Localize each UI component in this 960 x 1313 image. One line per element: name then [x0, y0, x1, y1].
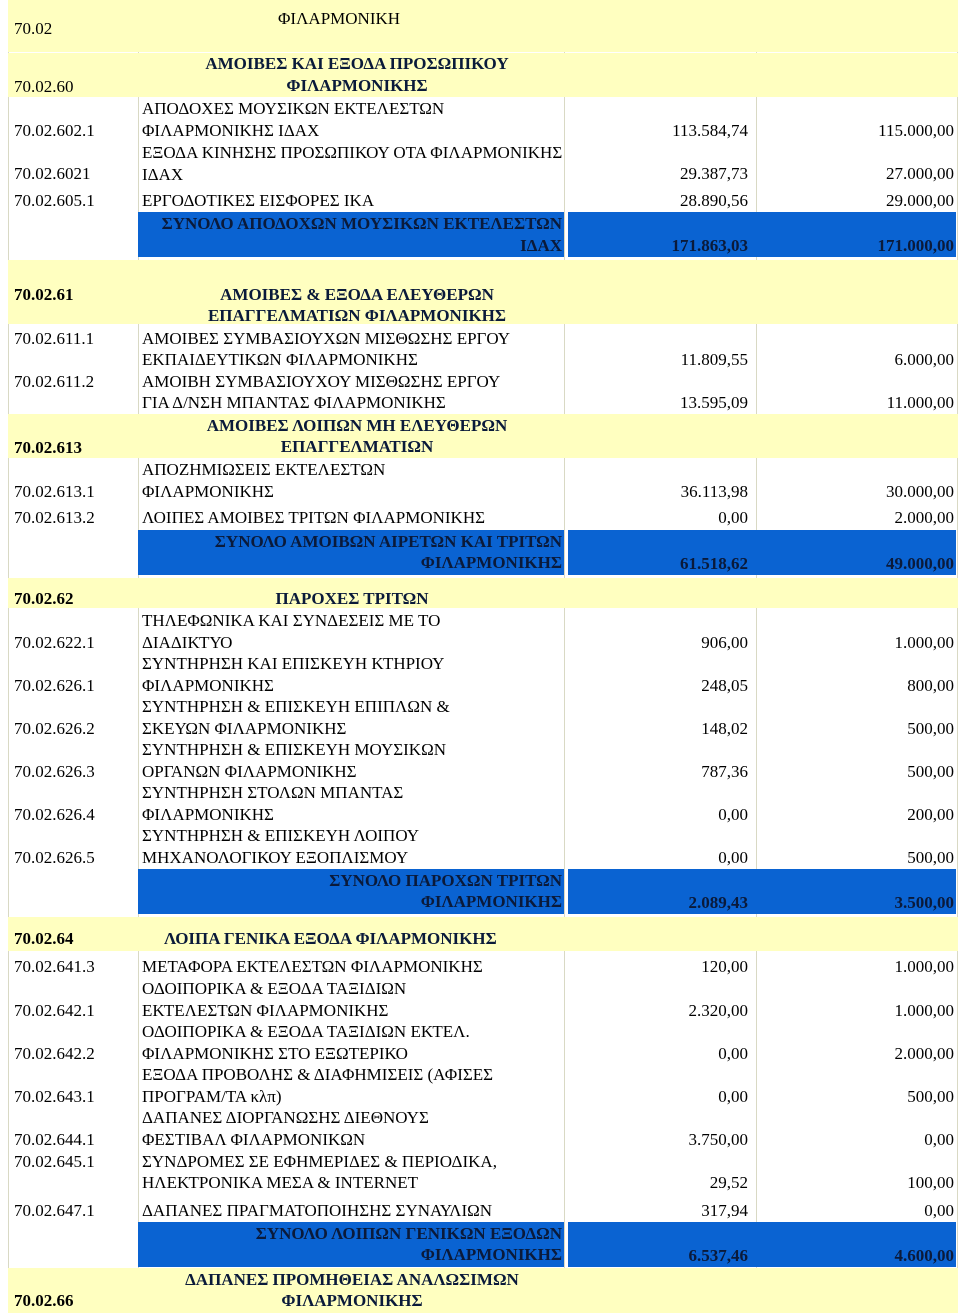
total-row [8, 530, 958, 575]
amount-actual: 120,00 [701, 957, 748, 976]
total-row [8, 869, 958, 914]
amount-budget: 30.000,00 [886, 482, 954, 501]
amount-actual: 0,00 [718, 1087, 748, 1106]
section-header [8, 260, 958, 324]
section-header [8, 414, 958, 458]
section-title: ΑΜΟΙΒΕΣ ΛΟΙΠΩΝ ΜΗ ΕΛΕΥΘΕΡΩΝ [206, 416, 508, 435]
section-header [8, 578, 958, 608]
amount-budget: 1.000,00 [894, 633, 954, 652]
amount-budget: 800,00 [907, 676, 954, 695]
total-budget: 3.500,00 [894, 893, 954, 912]
account-description: ΣΥΝΤΗΡΗΣΗ & ΕΠΙΣΚΕΥΗ ΜΟΥΣΙΚΩΝ ΟΡΓΑΝΩΝ ΦΙΛΑΡΜΟΝΙΚΗΣ [142, 740, 446, 781]
section-title: ΑΜΟΙΒΕΣ ΚΑΙ ΕΞΟΔΑ ΠΡΟΣΩΠΙΚΟΥ ΦΙΛΑΡΜΟΝΙΚΗΣ [205, 54, 509, 95]
amount-budget: 500,00 [907, 1087, 954, 1106]
account-code: 70.02.642.1 [14, 1001, 95, 1020]
account-code: 70.02.605.1 [14, 191, 95, 210]
account-description: ΟΔΟΙΠΟΡΙΚΑ & ΕΞΟΔΑ ΤΑΞΙΔΙΩΝ ΕΚΤΕΛ. ΦΙΛΑΡΜΟΝΙΚΗΣ ΣΤΟ ΕΞΩΤΕΡΙΚΟ [142, 1022, 470, 1063]
table-row [8, 1200, 958, 1222]
account-description: ΣΥΝΤΗΡΗΣΗ & ΕΠΙΣΚΕΥΗ ΕΠΙΠΛΩΝ & ΣΚΕΥΩΝ ΦΙΛΑΡΜΟΝΙΚΗΣ [142, 697, 450, 738]
account-code: 70.02.613.2 [14, 508, 95, 527]
amount-actual: 29.387,73 [680, 164, 748, 183]
table-row [8, 1021, 958, 1065]
account-code: 70.02.613.1 [14, 482, 95, 501]
account-description: ΕΡΓΟΔΟΤΙΚΕΣ ΕΙΣΦΟΡΕΣ ΙΚΑ [142, 191, 375, 210]
section-code: 70.02.61 [14, 285, 74, 304]
account-code: 70.02.647.1 [14, 1201, 95, 1220]
amount-actual: 317,94 [701, 1201, 748, 1220]
account-code: 70.02.645.1 [14, 1152, 95, 1171]
account-code: 70.02.642.2 [14, 1044, 95, 1063]
amount-actual: 148,02 [701, 719, 748, 738]
amount-budget: 1.000,00 [894, 957, 954, 976]
table-row [8, 1151, 958, 1195]
account-code: 70.02.641.3 [14, 957, 95, 976]
section-title: ΕΠΑΓΓΕΛΜΑΤΙΩΝ ΦΙΛΑΡΜΟΝΙΚΗΣ [207, 306, 507, 325]
amount-actual: 248,05 [701, 676, 748, 695]
table-row [8, 1064, 958, 1108]
section-title: ΑΜΟΙΒΕΣ & ΕΞΟΔΑ ΕΛΕΥΘΕΡΩΝ [220, 285, 494, 304]
account-description: ΔΑΠΑΝΕΣ ΠΡΑΓΜΑΤΟΠΟΙΗΣΗΣ ΣΥΝΑΥΛΙΩΝ [142, 1201, 493, 1220]
total-budget: 4.600,00 [894, 1246, 954, 1265]
amount-actual: 29,52 [709, 1173, 748, 1192]
account-code: 70.02.626.4 [14, 805, 95, 824]
account-code: 70.02.643.1 [14, 1087, 95, 1106]
total-actual: 6.537,46 [688, 1246, 748, 1265]
account-description: ΣΥΝΤΗΡΗΣΗ ΣΤΟΛΩΝ ΜΠΑΝΤΑΣ ΦΙΛΑΡΜΟΝΙΚΗΣ [142, 783, 404, 824]
section-code: 70.02 [14, 19, 53, 38]
table-row [8, 371, 958, 415]
account-description: ΕΞΟΔΑ ΚΙΝΗΣΗΣ ΠΡΟΣΩΠΙΚΟΥ ΟΤΑ ΦΙΛΑΡΜΟΝΙΚΗΣ ΙΔΑΧ [142, 143, 563, 184]
account-code: 70.02.626.1 [14, 676, 95, 695]
amount-budget: 1.000,00 [894, 1001, 954, 1020]
total-actual: 2.089,43 [688, 893, 748, 912]
total-actual: 61.518,62 [680, 554, 748, 573]
amount-budget: 200,00 [907, 805, 954, 824]
account-code: 70.02.6021 [14, 164, 91, 183]
table-row [8, 1107, 958, 1151]
section-title: ΠΑΡΟΧΕΣ ΤΡΙΤΩΝ [275, 589, 429, 608]
account-description: ΔΑΠΑΝΕΣ ΔΙΟΡΓΑΝΩΣΗΣ ΔΙΕΘΝΟΥΣ ΦΕΣΤΙΒΑΛ ΦΙΛΑΡΜΟΝΙΚΩΝ [142, 1108, 429, 1149]
account-description: ΑΜΟΙΒΕΣ ΣΥΜΒΑΣΙΟΥΧΩΝ ΜΙΣΘΩΣΗΣ ΕΡΓΟΥ [142, 329, 511, 348]
total-label: ΣΥΝΟΛΟ ΑΠΟΔΟΧΩΝ ΜΟΥΣΙΚΩΝ ΕΚΤΕΛΕΣΤΩΝ ΙΔΑΧ [161, 214, 562, 255]
total-label: ΦΙΛΑΡΜΟΝΙΚΗΣ [420, 1245, 562, 1264]
section-header [8, 1268, 958, 1313]
amount-budget: 2.000,00 [894, 1044, 954, 1063]
section-title: ΔΑΠΑΝΕΣ ΠΡΟΜΗΘΕΙΑΣ ΑΝΑΛΩΣΙΜΩΝ [185, 1270, 519, 1289]
total-budget: 49.000,00 [886, 554, 954, 573]
amount-budget: 6.000,00 [894, 350, 954, 369]
section-code: 70.02.613 [14, 438, 82, 457]
amount-actual: 2.320,00 [688, 1001, 748, 1020]
account-description: ΑΜΟΙΒΗ ΣΥΜΒΑΣΙΟΥΧΟΥ ΜΙΣΘΩΣΗΣ ΕΡΓΟΥ [142, 372, 501, 391]
table-row [8, 696, 958, 740]
amount-actual: 0,00 [718, 1044, 748, 1063]
account-description: ΣΥΝΔΡΟΜΕΣ ΣΕ ΕΦΗΜΕΡΙΔΕΣ & ΠΕΡΙΟΔΙΚΑ, [142, 1152, 497, 1171]
amount-actual: 36.113,98 [680, 482, 748, 501]
account-code: 70.02.644.1 [14, 1130, 95, 1149]
amount-budget: 0,00 [924, 1201, 954, 1220]
account-code: 70.02.602.1 [14, 121, 95, 140]
account-description: ΗΛΕΚΤΡΟΝΙΚΑ ΜΕΣΑ & INTERNET [142, 1173, 418, 1192]
section-title: ΛΟΙΠΑ ΓΕΝΙΚΑ ΕΞΟΔΑ ΦΙΛΑΡΜΟΝΙΚΗΣ [164, 929, 497, 948]
total-row [8, 1222, 958, 1267]
section-header [8, 53, 958, 97]
total-label: ΣΥΝΟΛΟ ΠΑΡΟΧΩΝ ΤΡΙΤΩΝ [329, 871, 562, 890]
section-code: 70.02.66 [14, 1291, 74, 1310]
amount-actual: 787,36 [701, 762, 748, 781]
table-row [8, 825, 958, 869]
table-row [8, 782, 958, 826]
amount-budget: 0,00 [924, 1130, 954, 1149]
total-actual: 171.863,03 [671, 236, 748, 255]
section-header [8, 917, 958, 951]
amount-budget: 11.000,00 [886, 393, 954, 412]
account-code: 70.02.626.2 [14, 719, 95, 738]
amount-budget: 29.000,00 [886, 191, 954, 210]
section-code: 70.02.64 [14, 929, 74, 948]
account-code: 70.02.626.5 [14, 848, 95, 867]
total-label: ΣΥΝΟΛΟ ΛΟΙΠΩΝ ΓΕΝΙΚΩΝ ΕΞΟΔΩΝ [255, 1224, 562, 1243]
account-description: ΕΞΟΔΑ ΠΡΟΒΟΛΗΣ & ΔΙΑΦΗΜΙΣΕΙΣ (ΑΦΙΣΕΣ ΠΡΟΓΡΑΜ/ΤΑ κλπ) [142, 1065, 494, 1106]
section-code: 70.02.60 [14, 77, 74, 96]
total-row [8, 212, 958, 257]
section-title: ΦΙΛΑΡΜΟΝΙΚΗ [278, 9, 401, 28]
table-row [8, 507, 958, 529]
account-description: ΛΟΙΠΕΣ ΑΜΟΙΒΕΣ ΤΡΙΤΩΝ ΦΙΛΑΡΜΟΝΙΚΗΣ [142, 508, 485, 527]
amount-actual: 0,00 [718, 805, 748, 824]
account-code: 70.02.626.3 [14, 762, 95, 781]
amount-actual: 11.809,55 [680, 350, 748, 369]
amount-actual: 0,00 [718, 508, 748, 527]
table-row [8, 739, 958, 783]
account-description: ΟΔΟΙΠΟΡΙΚΑ & ΕΞΟΔΑ ΤΑΞΙΔΙΩΝ ΕΚΤΕΛΕΣΤΩΝ ΦΙΛΑΡΜΟΝΙΚΗΣ [142, 979, 407, 1020]
total-budget: 171.000,00 [877, 236, 954, 255]
account-description: ΑΠΟΔΟΧΕΣ ΜΟΥΣΙΚΩΝ ΕΚΤΕΛΕΣΤΩΝ ΦΙΛΑΡΜΟΝΙΚΗΣ ΙΔΑΧ [142, 99, 445, 140]
amount-budget: 27.000,00 [886, 164, 954, 183]
amount-budget: 2.000,00 [894, 508, 954, 527]
amount-budget: 115.000,00 [878, 121, 954, 140]
total-label: ΦΙΛΑΡΜΟΝΙΚΗΣ [420, 553, 562, 572]
section-title: ΕΠΑΓΓΕΛΜΑΤΙΩΝ [280, 437, 434, 456]
table-row [8, 190, 958, 212]
amount-budget: 500,00 [907, 762, 954, 781]
account-description: ΜΕΤΑΦΟΡΑ ΕΚΤΕΛΕΣΤΩΝ ΦΙΛΑΡΜΟΝΙΚΗΣ [142, 957, 483, 976]
account-code: 70.02.622.1 [14, 633, 95, 652]
table-row [8, 956, 958, 978]
amount-budget: 500,00 [907, 719, 954, 738]
table-row [8, 978, 958, 1022]
total-label: ΦΙΛΑΡΜΟΝΙΚΗΣ [420, 892, 562, 911]
account-description: ΓΙΑ Δ/ΝΣΗ ΜΠΑΝΤΑΣ ΦΙΛΑΡΜΟΝΙΚΗΣ [142, 393, 446, 412]
table-row [8, 653, 958, 697]
section-title: ΦΙΛΑΡΜΟΝΙΚΗΣ [281, 1291, 423, 1310]
account-description: ΤΗΛΕΦΩΝΙΚΑ ΚΑΙ ΣΥΝΔΕΣΕΙΣ ΜΕ ΤΟ ΔΙΑΔΙΚΤΥΟ [142, 611, 441, 652]
account-code: 70.02.611.2 [14, 372, 95, 391]
table-row [8, 459, 958, 503]
account-code: 70.02.611.1 [14, 329, 95, 348]
amount-actual: 28.890,56 [680, 191, 748, 210]
amount-actual: 906,00 [701, 633, 748, 652]
amount-actual: 113.584,74 [672, 121, 748, 140]
section-header [8, 0, 958, 52]
amount-actual: 3.750,00 [688, 1130, 748, 1149]
table-row [8, 142, 958, 186]
amount-budget: 500,00 [907, 848, 954, 867]
amount-actual: 0,00 [718, 848, 748, 867]
account-description: ΣΥΝΤΗΡΗΣΗ & ΕΠΙΣΚΕΥΗ ΛΟΙΠΟΥ ΜΗΧΑΝΟΛΟΓΙΚΟΥ ΕΞΟΠΛΙΣΜΟΥ [142, 826, 419, 867]
account-description: ΣΥΝΤΗΡΗΣΗ ΚΑΙ ΕΠΙΣΚΕΥΗ ΚΤΗΡΙΟΥ ΦΙΛΑΡΜΟΝΙΚΗΣ [142, 654, 444, 695]
table-row [8, 328, 958, 372]
account-description: ΕΚΠΑΙΔΕΥΤΙΚΩΝ ΦΙΛΑΡΜΟΝΙΚΗΣ [142, 350, 418, 369]
total-label: ΣΥΝΟΛΟ ΑΜΟΙΒΩΝ ΑΙΡΕΤΩΝ ΚΑΙ ΤΡΙΤΩΝ [214, 532, 562, 551]
amount-budget: 100,00 [907, 1173, 954, 1192]
table-row [8, 610, 958, 654]
amount-actual: 13.595,09 [680, 393, 748, 412]
account-description: ΑΠΟΖΗΜΙΩΣΕΙΣ ΕΚΤΕΛΕΣΤΩΝ ΦΙΛΑΡΜΟΝΙΚΗΣ [142, 460, 386, 501]
section-code: 70.02.62 [14, 589, 74, 608]
table-row [8, 98, 958, 142]
